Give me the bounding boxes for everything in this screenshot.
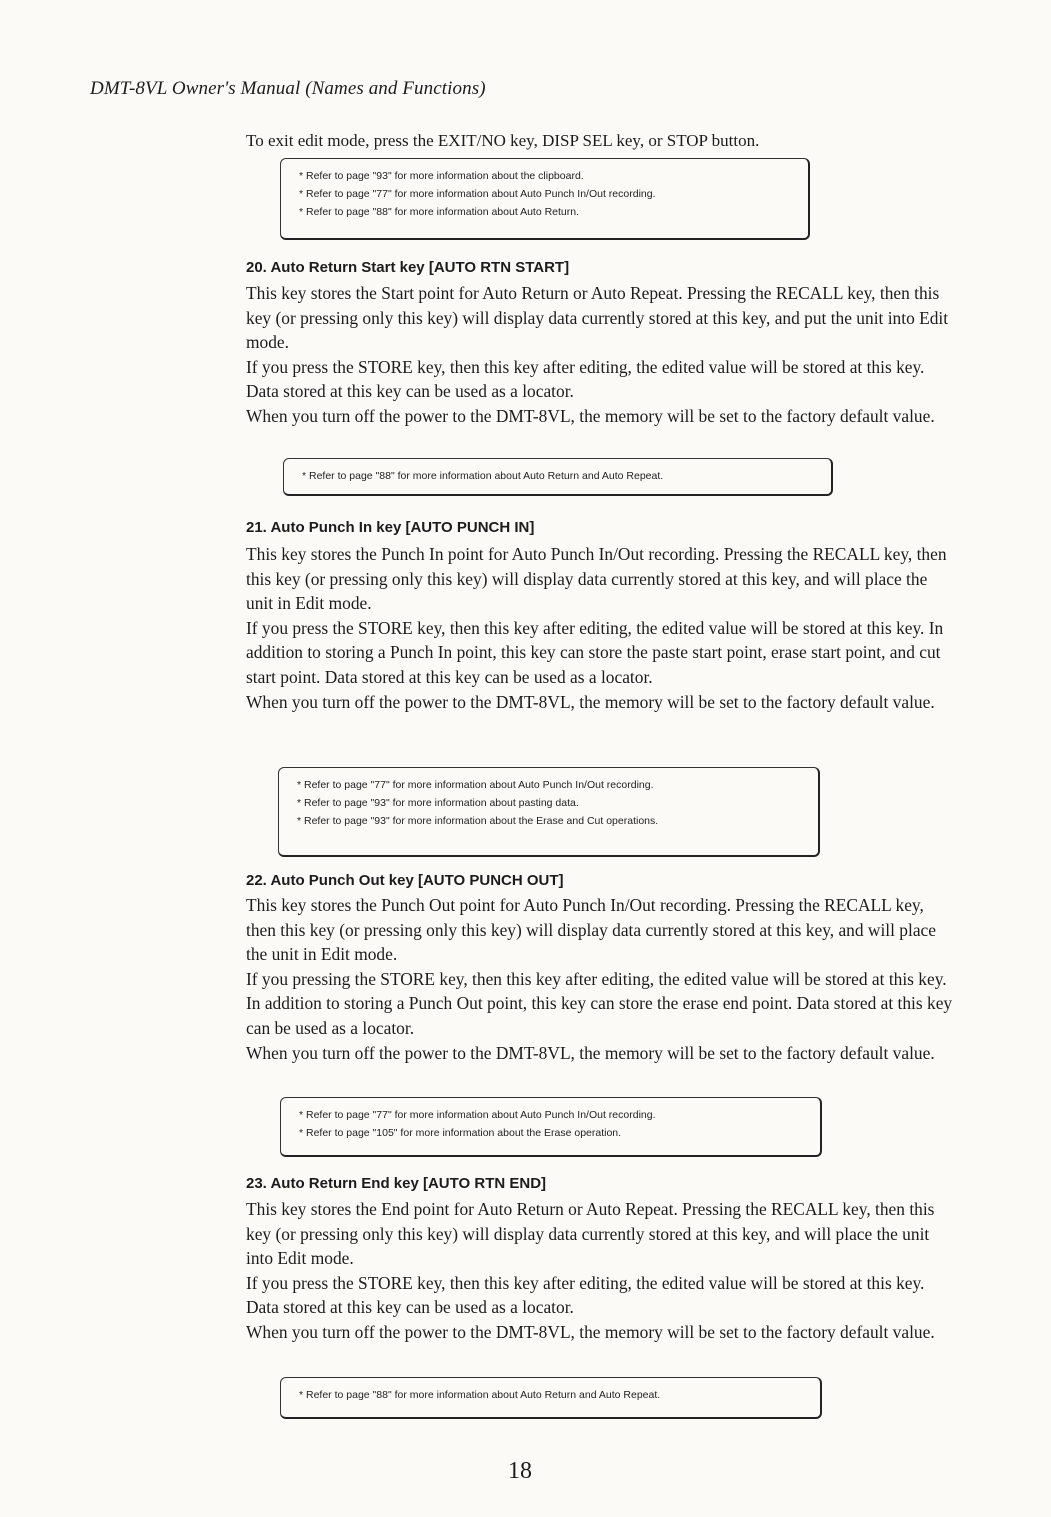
section-title: 21. Auto Punch In key [AUTO PUNCH IN] <box>246 519 535 536</box>
paragraph: When you turn off the power to the DMT-8VL, the memory will be set to the factory default value. <box>246 691 935 712</box>
note-box-intro <box>280 158 810 240</box>
section-body <box>246 542 956 714</box>
paragraph: This key stores the Punch Out point for Auto Punch In/Out recording. Pressing the RECALL key, then this key (or pressing only this key) will display data currently stored at this key, and will place the unit in Edit mode. <box>246 895 936 965</box>
note-line: * Refer to page "77" for more information about Auto Punch In/Out recording. <box>297 779 654 791</box>
note-line: * Refer to page "88" for more information about Auto Return and Auto Repeat. <box>299 1389 661 1401</box>
paragraph: If you press the STORE key, then this key after editing, the edited value will be stored at this key. In addition to storing a Punch In point, this key can store the paste start point, erase start point, and cut start point. Data stored at this key can be used as a locator. <box>246 617 944 687</box>
note-line: * Refer to page "77" for more information about Auto Punch In/Out recording. <box>299 188 656 200</box>
section-body <box>246 1197 956 1345</box>
paragraph: If you pressing the STORE key, then this key after editing, the edited value will be stored at this key. In addition to storing a Punch Out point, this key can store the erase end point. Data stored at this key can be used as a locator. <box>246 968 953 1038</box>
paragraph: If you press the STORE key, then this key after editing, the edited value will be stored at this key. Data stored at this key can be used as a locator. <box>246 356 925 402</box>
intro-text: To exit edit mode, press the EXIT/NO key, DISP SEL key, or STOP button. <box>246 131 760 150</box>
note-box <box>283 458 833 496</box>
paragraph: When you turn off the power to the DMT-8VL, the memory will be set to the factory default value. <box>246 1321 935 1342</box>
paragraph: When you turn off the power to the DMT-8VL, the memory will be set to the factory default value. <box>246 1042 935 1063</box>
paragraph: If you press the STORE key, then this key after editing, the edited value will be stored at this key. Data stored at this key can be used as a locator. <box>246 1272 925 1318</box>
note-line: * Refer to page "93" for more information about the clipboard. <box>299 170 584 182</box>
paragraph: When you turn off the power to the DMT-8VL, the memory will be set to the factory default value. <box>246 405 935 426</box>
section-title: 22. Auto Punch Out key [AUTO PUNCH OUT] <box>246 872 564 889</box>
section-title: 20. Auto Return Start key [AUTO RTN START] <box>246 259 570 276</box>
paragraph: This key stores the Start point for Auto Return or Auto Repeat. Pressing the RECALL key, then this key (or pressing only this key) will display data currently stored at this key, and put the unit into Edit mode. <box>246 283 949 353</box>
note-line: * Refer to page "77" for more information about Auto Punch In/Out recording. <box>299 1109 656 1121</box>
section-body <box>246 893 956 1065</box>
page-header: DMT-8VL Owner's Manual (Names and Functions) <box>90 78 486 99</box>
note-box <box>280 1377 822 1419</box>
note-line: * Refer to page "88" for more information about Auto Return. <box>299 206 580 218</box>
section-body <box>246 281 956 429</box>
note-line: * Refer to page "93" for more information about the Erase and Cut operations. <box>297 815 659 827</box>
note-box <box>278 767 820 857</box>
paragraph: This key stores the Punch In point for Auto Punch In/Out recording. Pressing the RECALL key, then this key (or pressing only this key) will display data currently stored at this key, and will place the unit in Edit mode. <box>246 544 947 614</box>
note-line: * Refer to page "105" for more information about the Erase operation. <box>299 1127 622 1139</box>
note-line: * Refer to page "93" for more information about pasting data. <box>297 797 579 809</box>
note-line: * Refer to page "88" for more information about Auto Return and Auto Repeat. <box>302 470 664 482</box>
section-title: 23. Auto Return End key [AUTO RTN END] <box>246 1175 547 1192</box>
page-number: 18 <box>508 1458 532 1484</box>
note-box <box>280 1097 822 1157</box>
paragraph: This key stores the End point for Auto Return or Auto Repeat. Pressing the RECALL key, then this key (or pressing only this key) will display data currently stored at this key, and will place the unit into Edit mode. <box>246 1199 935 1269</box>
